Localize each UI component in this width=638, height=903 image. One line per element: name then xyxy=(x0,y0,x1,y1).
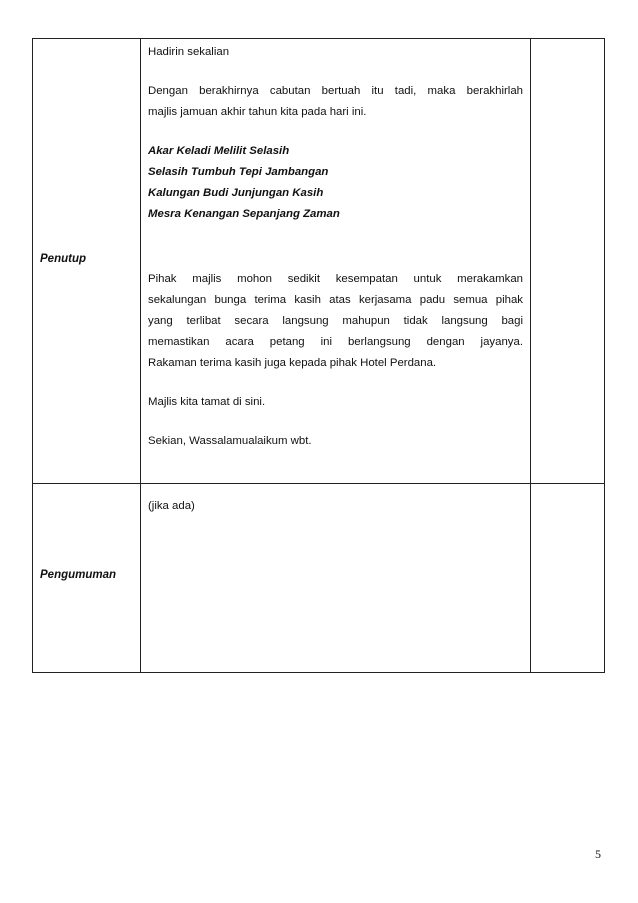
closing-line-2: majlis jamuan akhir tahun kita pada hari ini. xyxy=(148,106,367,118)
section-label-penutup: Penutup xyxy=(40,253,86,265)
greeting-text: Hadirin sekalian xyxy=(148,46,230,58)
label-cell xyxy=(33,484,141,673)
pantun-line-3: Kalungan Budi Junjungan Kasih xyxy=(148,187,324,199)
pantun-line-4: Mesra Kenangan Sepanjang Zaman xyxy=(148,208,340,220)
pantun-line-2: Selasih Tumbuh Tepi Jambangan xyxy=(148,166,329,178)
content-cell xyxy=(141,484,531,673)
table-row-penutup xyxy=(33,39,605,484)
pantun-line-1: Akar Keladi Melilit Selasih xyxy=(148,145,290,157)
thanks-line-1: Pihak majlis mohon sedikit kesempatan untuk merakamkan xyxy=(148,273,523,285)
content-cell xyxy=(141,39,531,484)
end-line: Majlis kita tamat di sini. xyxy=(148,396,266,408)
notes-cell xyxy=(531,484,605,673)
section-label-pengumuman: Pengumuman xyxy=(40,569,117,581)
announcement-note: (jika ada) xyxy=(148,500,195,512)
table-row-pengumuman xyxy=(33,484,605,673)
thanks-line-2: sekalungan bunga terima kasih atas kerjasama padu semua pihak xyxy=(148,294,523,306)
notes-cell xyxy=(531,39,605,484)
closing-line-1: Dengan berakhirnya cabutan bertuah itu tadi, maka berakhirlah xyxy=(148,85,523,97)
agenda-table xyxy=(32,38,605,673)
thanks-line-4: memastikan acara petang ini berlangsung dengan jayanya. xyxy=(148,336,523,348)
farewell-line: Sekian, Wassalamualaikum wbt. xyxy=(148,435,312,447)
page-number: 5 xyxy=(595,847,601,861)
thanks-line-5: Rakaman terima kasih juga kepada pihak Hotel Perdana. xyxy=(148,357,437,369)
label-cell xyxy=(33,39,141,484)
thanks-line-3: yang terlibat secara langsung mahupun tidak langsung bagi xyxy=(148,315,523,327)
